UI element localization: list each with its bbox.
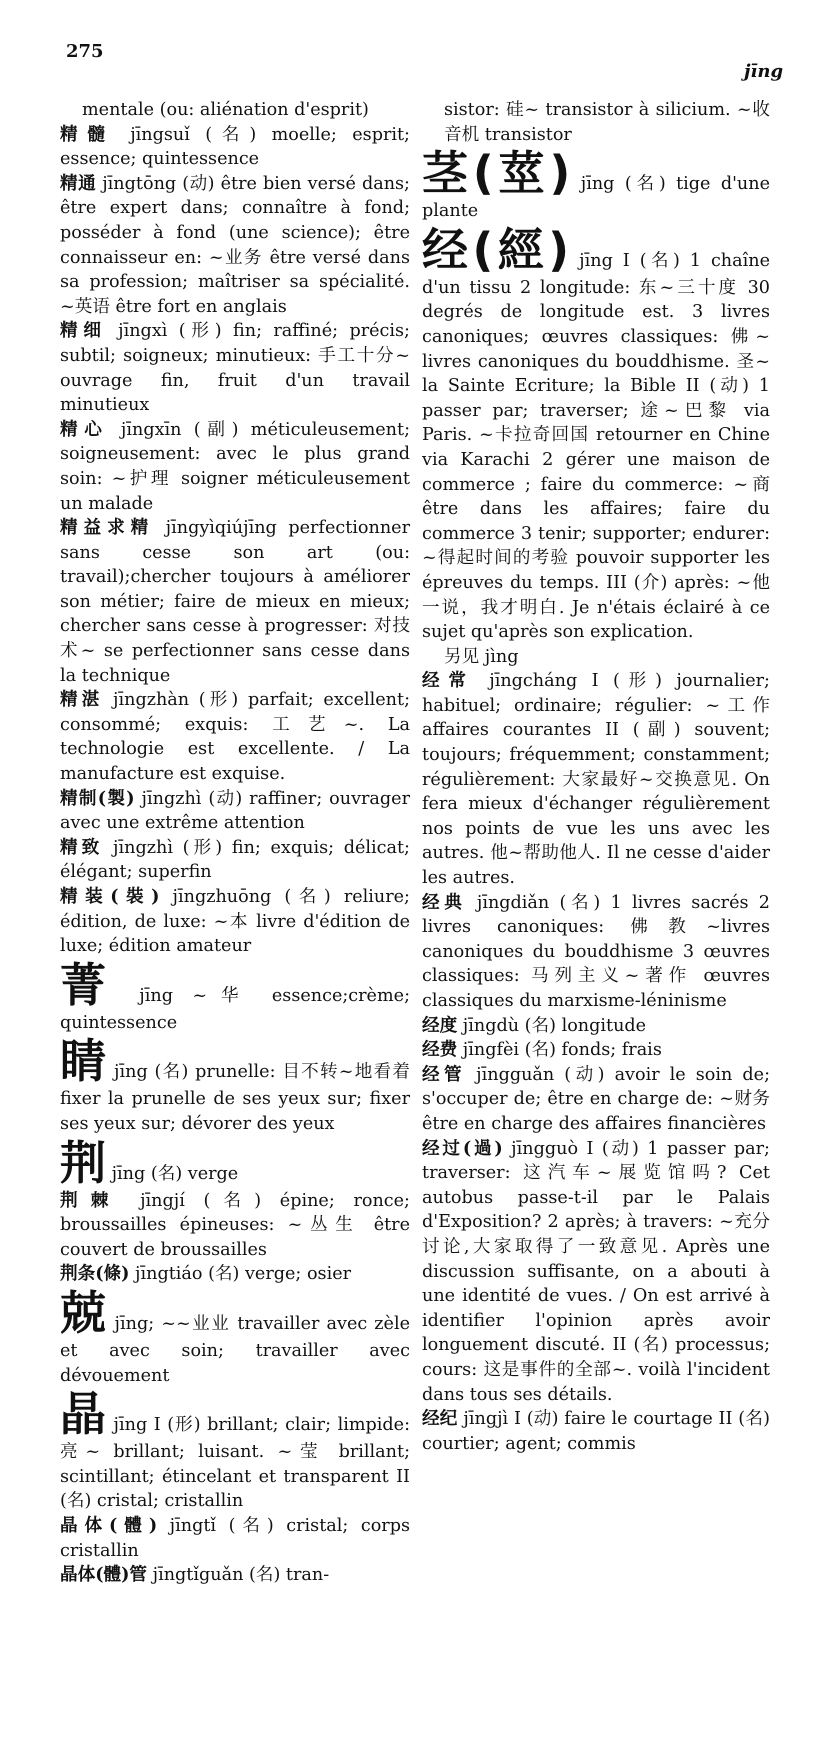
entry-text: jīngxīn (副) méticuleusement; soigneusement: avec le plus grand soin: ~护理 soigner méticuleusement un malade	[60, 419, 410, 514]
headword-character: 荆	[60, 1135, 106, 1190]
headword: 经常	[422, 670, 475, 692]
dictionary-entry	[60, 959, 410, 1036]
headword: 经管	[422, 1063, 467, 1085]
dictionary-entry	[60, 123, 410, 172]
entry-text: 另见 jìng	[444, 646, 519, 667]
headword: 经纪	[422, 1408, 458, 1430]
headword-character: 晶	[60, 1387, 107, 1442]
entry-text: jīngzhì (动) raffiner; ouvrager avec une extrême attention	[60, 788, 410, 834]
entry-text: jīngzhàn (形) parfait; excellent; consommé; exquis: 工艺~. La technologie est excellente. / La manufacture est exquise.	[60, 690, 410, 785]
dictionary-entry	[422, 1038, 770, 1063]
dictionary-entry	[60, 1035, 410, 1136]
dictionary-entry	[60, 98, 410, 123]
dictionary-entry	[60, 319, 410, 417]
dictionary-entry	[422, 224, 770, 645]
dictionary-entry	[422, 147, 770, 224]
dictionary-entry	[60, 1563, 410, 1588]
headword: 精通	[60, 172, 97, 194]
entry-text: jīngtǐ (名) cristal; corps cristallin	[60, 1515, 410, 1561]
entry-text: jīng ~华 essence;crème; quintessence	[60, 985, 410, 1033]
headword: 精益求精	[60, 517, 155, 539]
dictionary-entry	[60, 1514, 410, 1563]
headword-character: 菁	[60, 957, 120, 1012]
dictionary-entry	[60, 885, 410, 959]
headword: 晶体(體)	[60, 1514, 158, 1536]
entry-text: mentale (ou: aliénation d'esprit)	[82, 100, 369, 120]
entry-text: jīngfèi (名) fonds; frais	[457, 1040, 662, 1061]
headword: 经费	[422, 1039, 458, 1061]
entry-text: jīng; ~~业业 travailler avec zèle et avec soin; travailler avec dévouement	[60, 1313, 411, 1386]
entry-text: jīng (名) prunelle: 目不转~地看着fixer la prunelle de ses yeux sur; fixer ses yeux sur; dévorer des yeux	[60, 1062, 411, 1134]
entry-text: jīng (名) verge	[106, 1163, 239, 1184]
entry-text: jīngguò I (动) 1 passer par; traverser: 这汽车~展览馆吗? Cet autobus passe-t-il par le Palais d'Exposition? 2 après; à travers: ~充分讨论,大家取得了一致意见. Après une discussion suffisante, on a abouti à une identité de vues. / On est arrivé à identifier l'opinion après avoir longuement discuté. II (名) processus; cours: 这是事件的全部~. voilà l'incident dans tous ses détails.	[422, 1138, 770, 1405]
entry-text: jīngcháng I (形) journalier; habituel; ordinaire; régulier: ~工作 affaires courantes II (副) souvent; toujours; fréquemment; constamment; régulièrement: 大家最好~交换意见. On fera mieux d'échanger régulièrement nos points de vue les uns avec les autres. 他~帮助他人. Il ne cesse d'aider les autres.	[422, 671, 770, 889]
headword-character: 茎(莖)	[422, 146, 571, 201]
entry-text: jīngjí (名) épine; ronce; broussailles épineuses: ~丛生 être couvert de broussailles	[60, 1190, 410, 1260]
dictionary-entry	[422, 891, 770, 1014]
left-column	[60, 98, 410, 1588]
entry-text: jīngzhuōng (名) reliure; édition, de luxe: ~本 livre d'édition de luxe; édition amateur	[60, 887, 410, 957]
entry-text: jīng (名) tige d'une plante	[422, 174, 770, 222]
dictionary-entry	[60, 836, 410, 885]
dictionary-entry	[60, 787, 410, 836]
dictionary-entry	[60, 1262, 410, 1287]
headword: 精髓	[60, 123, 115, 145]
entry-text: jīng I (形) brillant; clair; limpide: 亮~ brillant; luisant. ~莹 brillant; scintillant; étincelant et transparent II (名) cristal; cristallin	[60, 1415, 410, 1512]
entry-text: jīngtōng (动) être bien versé dans; être expert dans; connaître à fond; posséder à fond (une science); être connaisseur en: ~业务 être versé dans sa profession; maîtriser sa spécialité. ~英语 être fort en anglais	[60, 173, 410, 317]
entry-text: jīngdiǎn (名) 1 livres sacrés 2 livres canoniques: 佛教~livres canoniques du bouddhisme 3 œuvres classiques: 马列主义~著作 œuvres classiques du marxisme-léninisme	[422, 892, 770, 1011]
running-head: jīng	[744, 61, 784, 82]
entry-text: jīngguǎn (动) avoir le soin de; s'occuper de; être en charge de: ~财务 être en charge des affaires financières	[422, 1064, 770, 1134]
headword: 精心	[60, 418, 109, 440]
entry-text: jīngsuǐ (名) moelle; esprit; essence; quintessence	[60, 124, 410, 170]
dictionary-entry	[60, 1137, 410, 1189]
entry-text: jīngtǐguǎn (名) tran-	[147, 1565, 330, 1586]
dictionary-entry	[60, 1189, 410, 1263]
headword: 精致	[60, 836, 104, 858]
entry-text: jīngzhì (形) fin; exquis; délicat; élégant; superfin	[60, 837, 410, 883]
dictionary-entry	[60, 172, 410, 320]
dictionary-entry	[422, 1014, 770, 1039]
headword: 精装(裝)	[60, 886, 160, 907]
dictionary-entry	[60, 688, 410, 786]
headword-character: 经(經)	[422, 222, 570, 277]
entry-text: jīngdù (名) longitude	[457, 1015, 647, 1036]
dictionary-entry	[422, 1063, 770, 1137]
right-column	[422, 98, 770, 1456]
dictionary-entry	[60, 516, 410, 688]
entry-text: jīngtiáo (名) verge; osier	[129, 1264, 352, 1285]
dictionary-entry	[422, 669, 770, 890]
entry-text: sistor: 硅~ transistor à silicium. ~收音机 transistor	[444, 100, 770, 145]
headword: 经典	[422, 891, 467, 913]
headword: 精湛	[60, 689, 104, 711]
headword: 荆棘	[60, 1189, 122, 1211]
headword: 经度	[422, 1014, 458, 1036]
dictionary-entry	[60, 418, 410, 516]
dictionary-entry	[60, 1287, 410, 1388]
entry-text: jīngjì I (动) faire le courtage II (名) courtier; agent; commis	[422, 1409, 770, 1454]
headword: 经过(過)	[422, 1137, 503, 1159]
headword-character: 睛	[60, 1034, 108, 1089]
dictionary-entry	[422, 1407, 770, 1456]
headword-character: 兢	[60, 1285, 108, 1340]
page-number: 275	[66, 41, 104, 62]
entry-text: jīngyìqiújīng perfectionner sans cesse son art (ou: travail);chercher toujours à améliorer son métier; faire de mieux en mieux; chercher sans cesse à progresser: 对技术~ se perfectionner sans cesse dans la technique	[60, 518, 410, 686]
headword: 晶体(體)管	[60, 1564, 148, 1586]
dictionary-entry	[422, 1137, 770, 1408]
dictionary-entry	[422, 645, 770, 670]
headword: 精细	[60, 320, 107, 342]
dictionary-entry	[422, 98, 770, 147]
dictionary-entry	[60, 1388, 410, 1514]
entry-text: jīngxì (形) fin; raffiné; précis; subtil; soigneux; minutieux: 手工十分~ ouvrage fin, fruit d'un travail minutieux	[60, 321, 410, 416]
entry-text: jīng I (名) 1 chaîne d'un tissu 2 longitude: 东~三十度 30 degrés de longitude est. 3 livres canoniques; œuvres classiques: 佛~ livres canoniques du bouddhisme. 圣~ la Sainte Ecriture; la Bible II (动) 1 passer par; traverser; 途~巴黎 via Paris. ~卡拉奇回国 retourner en Chine via Karachi 2 gérer une maison de commerce ; faire du commerce: ~商 être dans les affaires; faire du commerce 3 tenir; supporter; endurer: ~得起时间的考验 pouvoir supporter les épreuves du temps. III (介) après: ~他一说，我才明白. Je n'étais éclairé à ce sujet qu'après son explication.	[422, 250, 770, 643]
headword: 精制(製)	[60, 787, 135, 809]
headword: 荆条(條)	[60, 1263, 130, 1285]
